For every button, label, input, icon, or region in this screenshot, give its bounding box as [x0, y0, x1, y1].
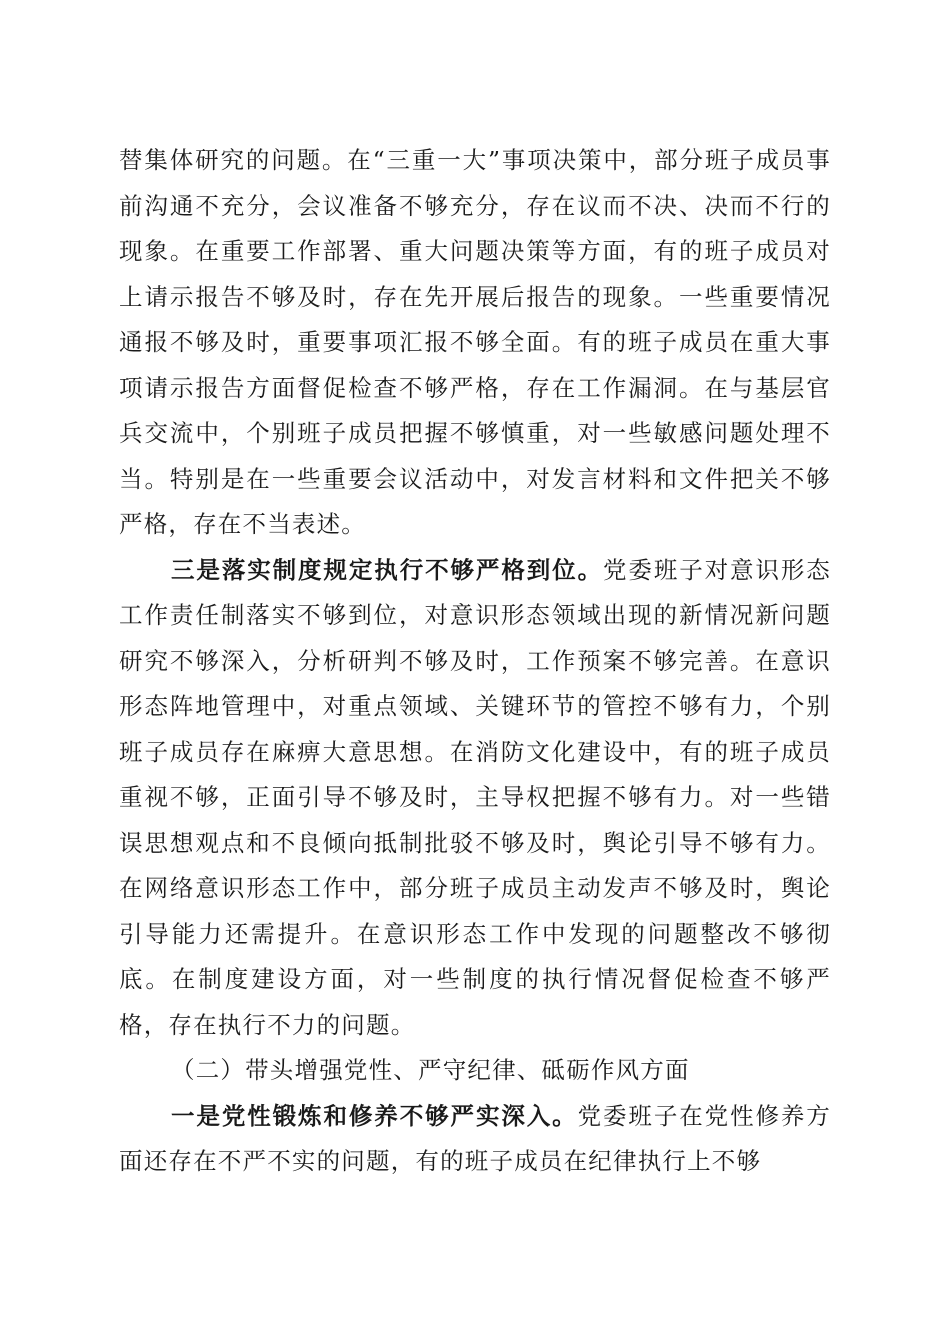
paragraph-body-one: 党委班子在党性修养方面还存在不严不实的问题，有的班子成员在纪律执行上不够 [119, 1101, 832, 1175]
paragraph-item-one [119, 1094, 831, 1185]
paragraph-body-three: 党委班子对意识形态工作责任制落实不够到位，对意识形态领域出现的新情况新问题研究不够深入，分析研判不够及时，工作预案不够完善。在意识形态阵地管理中，对重点领域、关键环节的管控不够有力，个别班子成员存在麻痹大意思想。在消防文化建设中，有的班子成员重视不够，正面引导不够及时，主导权把握不够有力。对一些错误思想观点和不良倾向抵制批驳不够及时，舆论引导不够有力。在网络意识形态工作中，部分班子成员主动发声不够及时，舆论引导能力还需提升。在意识形态工作中发现的问题整改不够彻底。在制度建设方面，对一些制度的执行情况督促检查不够严格，存在执行不力的问题。 [119, 555, 831, 1039]
section-heading-two: （二）带头增强党性、严守纪律、砥砺作风方面 [171, 1056, 690, 1084]
paragraph-continuation: 替集体研究的问题。在“三重一大”事项决策中，部分班子成员事前沟通不充分，会议准备不够充分，存在议而不决、决而不行的现象。在重要工作部署、重大问题决策等方面，有的班子成员对上请示报告不够及时，存在先开展后报告的现象。一些重要情况通报不够及时，重要事项汇报不够全面。有的班子成员在重大事项请示报告方面督促检查不够严格，存在工作漏洞。在与基层官兵交流中，个别班子成员把握不够慎重，对一些敏感问题处理不当。特别是在一些重要会议活动中，对发言材料和文件把关不够严格，存在不当表述。 [119, 146, 831, 538]
paragraph-lead-one: 一是党性锻炼和修养不够严实深入。 [171, 1101, 578, 1130]
paragraph-lead-three: 三是落实制度规定执行不够严格到位。 [171, 555, 603, 584]
document-body [119, 138, 831, 1185]
paragraph-item-three [119, 548, 831, 1049]
